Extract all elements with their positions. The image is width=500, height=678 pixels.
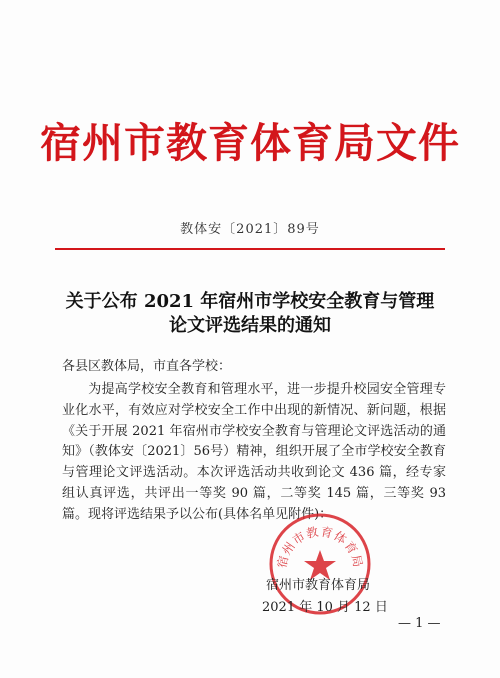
document-number: 教体安〔2021〕89号 <box>180 222 320 237</box>
notice-title-line-2: 论文评选结果的通知 <box>169 315 331 336</box>
salutation: 各县区教体局，市直各学校： <box>62 359 232 374</box>
seal-text: 宿州市教育体育局 <box>274 524 366 570</box>
signature-date: 2021 年 10 月 12 日 <box>262 600 388 615</box>
notice-title-line-1: 关于公布 2021 年宿州市学校安全教育与管理 <box>65 291 435 312</box>
document-header: 宿州市教育体育局文件 <box>40 119 460 167</box>
body-text: 为提高学校安全教育和管理水平，进一步提升校园安全管理专业化水平，有效应对学校安全工作中出现的新情况、新问题，根据《关于开展 2021 年宿州市学校安全教育与管理论文评选活动的通知》（教体安〔2021〕56号）精神，组织开展了全市学校安全教育与管理论文评选活动。本次评选活动共收到论文 436 篇，经专家组认真评选，共评出一等奖 90 篇，二等奖 145 篇，三等奖 93 篇。现将评选结果予以公布(具体名单见附件)： <box>62 382 446 522</box>
signature-organization: 宿州市教育体育局 <box>266 578 371 593</box>
body-paragraph <box>62 380 446 526</box>
page-number: — 1 — <box>398 616 441 631</box>
notice-title <box>50 290 450 338</box>
header-divider <box>55 248 445 250</box>
